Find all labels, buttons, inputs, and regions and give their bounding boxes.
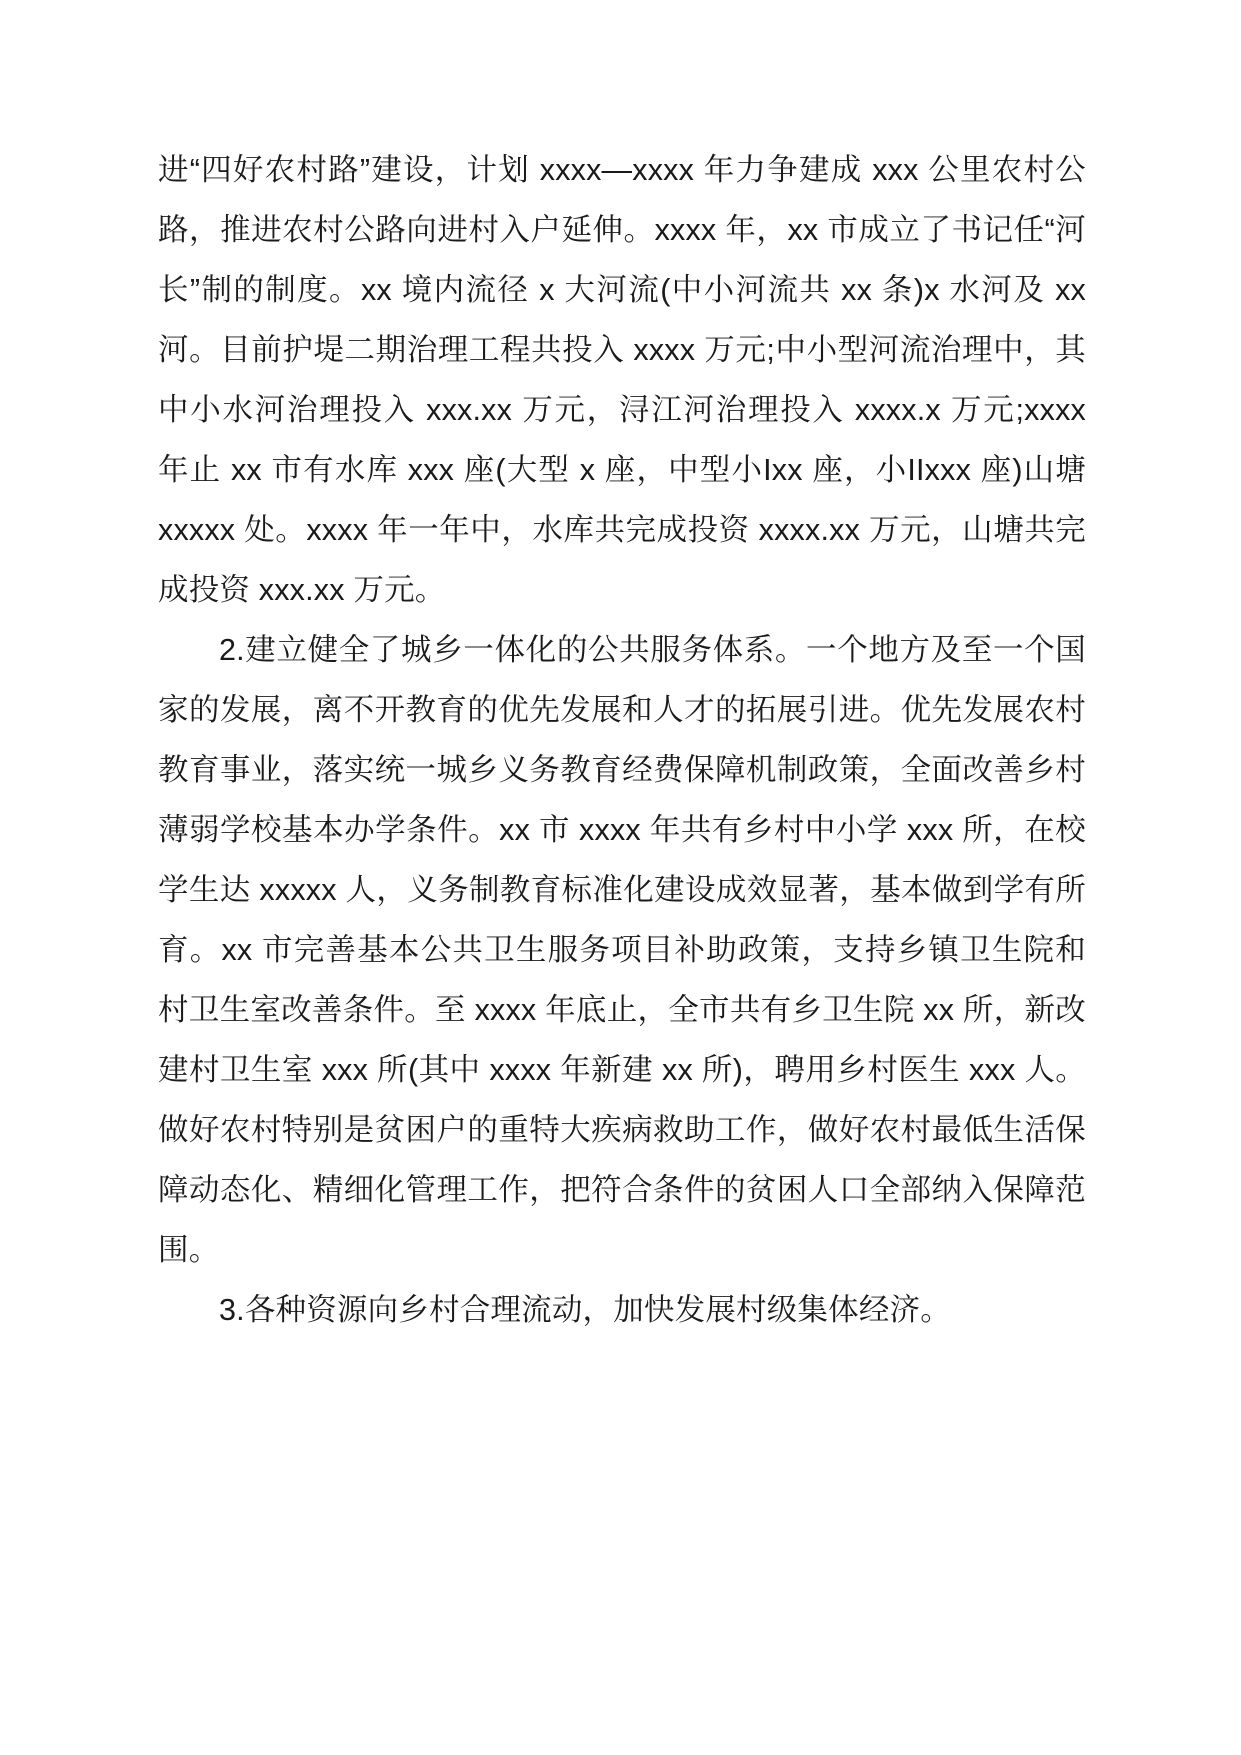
paragraph-1: 进“四好农村路”建设，计划 xxxx—xxxx 年力争建成 xxx 公里农村公路，推进农村公路向进村入户延伸。xxxx 年，xx 市成立了书记任“河长”制的制度。xx 境内流径 x 大河流(中小河流共 xx 条)x 水河及 xx 河。目前护堤二期治理工程共投入 xxxx 万元;中小型河流治理中，其中小水河治理投入 xxx.xx 万元，浔江河治理投入 xxxx.x 万元;xxxx 年止 xx 市有水库 xxx 座(大型 x 座，中型小Ixx 座，小IIxxx 座)山塘 xxxxx 处。xxxx 年一年中，水库共完成投资 xxxx.xx 万元，山塘共完成投资 xxx.xx 万元。 [158, 153, 1086, 607]
document-body [158, 140, 1086, 1340]
paragraph-2: 2.建立健全了城乡一体化的公共服务体系。一个地方及至一个国家的发展，离不开教育的优先发展和人才的拓展引进。优先发展农村教育事业，落实统一城乡义务教育经费保障机制政策，全面改善乡村薄弱学校基本办学条件。xx 市 xxxx 年共有乡村中小学 xxx 所，在校学生达 xxxxx 人，义务制教育标准化建设成效显著，基本做到学有所育。xx 市完善基本公共卫生服务项目补助政策，支持乡镇卫生院和村卫生室改善条件。至 xxxx 年底止，全市共有乡卫生院 xx 所，新改建村卫生室 xxx 所(其中 xxxx 年新建 xx 所)，聘用乡村医生 xxx 人。做好农村特别是贫困户的重特大疾病救助工作，做好农村最低生活保障动态化、精细化管理工作，把符合条件的贫困人口全部纳入保障范围。 [158, 633, 1086, 1267]
paragraph-3: 3.各种资源向乡村合理流动，加快发展村级集体经济。 [219, 1293, 951, 1327]
